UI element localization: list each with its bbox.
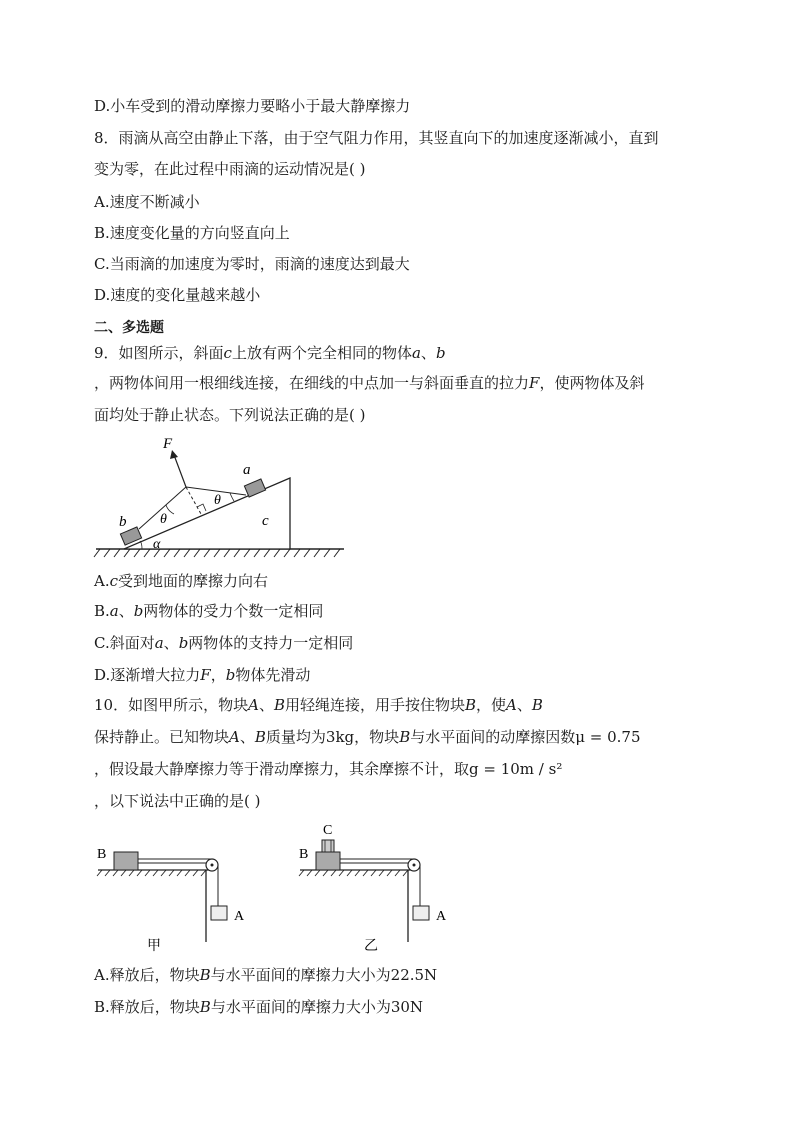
caption-yi: 乙 — [364, 939, 378, 954]
label-b: b — [119, 514, 127, 530]
q8-option-d: D.速度的变化量越来越小 — [94, 286, 261, 304]
q10-option-b — [94, 996, 423, 1018]
text: 两物体的支持力一定相同 — [188, 634, 354, 652]
section-heading-multiple-choice: 二、多选题 — [94, 320, 164, 336]
table-hatch — [97, 870, 206, 876]
q9-stem-line1 — [94, 342, 446, 364]
var-b: B — [254, 728, 266, 746]
g-formula: g = 10m / s² — [469, 760, 563, 778]
text: ，使 — [476, 696, 507, 714]
text: ，使两物体及斜 — [539, 374, 645, 392]
angle-theta-b-arc — [166, 505, 174, 514]
text: 两物体的受力个数一定相同 — [143, 602, 324, 620]
pulley-figure-yi — [296, 822, 466, 952]
incline-figure — [94, 435, 354, 565]
text: ，两物体间用一根细线连接，在细线的中点加一与斜面垂直的拉力 — [94, 374, 530, 392]
label-a: a — [243, 462, 251, 478]
right-angle-mark — [197, 504, 206, 511]
label-theta-b: θ — [160, 512, 167, 527]
q9-option-a — [94, 570, 268, 592]
text: 、 — [516, 696, 532, 714]
q8-option-a: A.速度不断减小 — [94, 193, 200, 211]
var-b: B — [273, 696, 285, 714]
var-f: F — [200, 666, 211, 684]
text: 质量均为 — [265, 728, 326, 746]
force-value: 22.5N — [390, 966, 438, 984]
q8-option-c: C.当雨滴的加速度为零时，雨滴的速度达到最大 — [94, 255, 410, 273]
q10-option-a — [94, 964, 437, 986]
var-a: a — [109, 602, 119, 620]
pulley-figure-jia — [94, 822, 254, 952]
q7-option-d: D.小车受到的滑动摩擦力要略小于最大静摩擦力 — [94, 97, 411, 115]
q8-stem-line2: 变为零，在此过程中雨滴的运动情况是( ) — [94, 160, 366, 178]
label-b: B — [97, 847, 107, 862]
q9-option-b — [94, 600, 323, 622]
text: D.逐渐增大拉力 — [94, 666, 201, 684]
caption-jia: 甲 — [147, 939, 161, 954]
pulley-axle — [413, 864, 416, 867]
text: 、 — [239, 728, 255, 746]
q8-option-b: B.速度变化量的方向竖直向上 — [94, 224, 290, 242]
var-a: a — [154, 634, 164, 652]
block-c — [322, 840, 334, 852]
angle-theta-a-arc — [230, 493, 234, 501]
label-a: A — [234, 909, 245, 924]
text: B.释放后，物块 — [94, 998, 200, 1016]
q10-stem-line2 — [94, 726, 641, 748]
q8-stem-line1: 8．雨滴从高空由静止下落，由于空气阻力作用，其竖直向下的加速度逐渐减小，直到 — [94, 129, 659, 147]
text: 、 — [163, 634, 179, 652]
text: 与水平面间的摩擦力大小为 — [210, 998, 391, 1016]
var-a: a — [411, 344, 421, 362]
q10-stem-line3 — [94, 758, 562, 780]
text: 、 — [258, 696, 274, 714]
text: ，假设最大静摩擦力等于滑动摩擦力，其余摩擦不计，取 — [94, 760, 470, 778]
text: 、 — [118, 602, 134, 620]
q9-option-d — [94, 664, 310, 686]
block-b — [114, 852, 138, 870]
text: 上放有两个完全相同的物体 — [231, 344, 412, 362]
text: 用轻绳连接，用手按住物块 — [284, 696, 465, 714]
var-b: B — [465, 696, 477, 714]
q9-stem-line2 — [94, 372, 644, 394]
force-value: 30N — [390, 998, 424, 1016]
q9-stem-line3: 面均处于静止状态。下列说法正确的是( ) — [94, 406, 366, 424]
var-b: B — [399, 728, 411, 746]
text: 与水平面间的动摩擦因数 — [410, 728, 576, 746]
text: B. — [94, 602, 110, 620]
var-b: B — [199, 998, 211, 1016]
var-b: b — [178, 634, 189, 652]
label-c: c — [262, 513, 269, 529]
q10-stem-line1 — [94, 694, 543, 716]
text: ， — [210, 666, 226, 684]
ground-hatch — [94, 549, 340, 557]
var-f: F — [529, 374, 540, 392]
text: 保持静止。已知物块 — [94, 728, 230, 746]
text: 9．如图所示，斜面 — [94, 344, 224, 362]
label-f: F — [163, 436, 173, 452]
var-c: c — [109, 572, 119, 590]
label-a: A — [436, 909, 447, 924]
var-c: c — [223, 344, 232, 362]
text: 与水平面间的摩擦力大小为 — [210, 966, 391, 984]
var-a: A — [229, 728, 240, 746]
block-a — [211, 906, 227, 920]
perpendicular-dash — [186, 487, 201, 514]
q10-stem-line4: ，以下说法中正确的是( ) — [94, 792, 261, 810]
text: A.释放后，物块 — [94, 966, 200, 984]
text: 物体先滑动 — [235, 666, 311, 684]
table-hatch — [299, 870, 408, 876]
var-b: b — [225, 666, 236, 684]
mu-formula: μ = 0.75 — [575, 728, 641, 746]
pulley-axle — [211, 864, 214, 867]
label-b: B — [299, 847, 309, 862]
block-b — [316, 852, 340, 870]
text: 10．如图甲所示，物块 — [94, 696, 249, 714]
label-theta-a: θ — [214, 493, 221, 508]
var-a: A — [506, 696, 517, 714]
text: 受到地面的摩擦力向右 — [118, 572, 269, 590]
text: C.斜面对 — [94, 634, 155, 652]
var-b: B — [199, 966, 211, 984]
mass-value: 3kg — [325, 728, 355, 746]
q9-option-c — [94, 632, 353, 654]
var-b: B — [531, 696, 543, 714]
var-b: b — [133, 602, 144, 620]
label-c: C — [323, 823, 333, 838]
var-a: A — [248, 696, 259, 714]
var-b: b — [435, 344, 446, 362]
text: A. — [94, 572, 110, 590]
block-a — [413, 906, 429, 920]
label-alpha: α — [153, 537, 161, 552]
text: 、 — [420, 344, 436, 362]
force-f-arrow — [174, 455, 186, 487]
text: ，物块 — [354, 728, 400, 746]
